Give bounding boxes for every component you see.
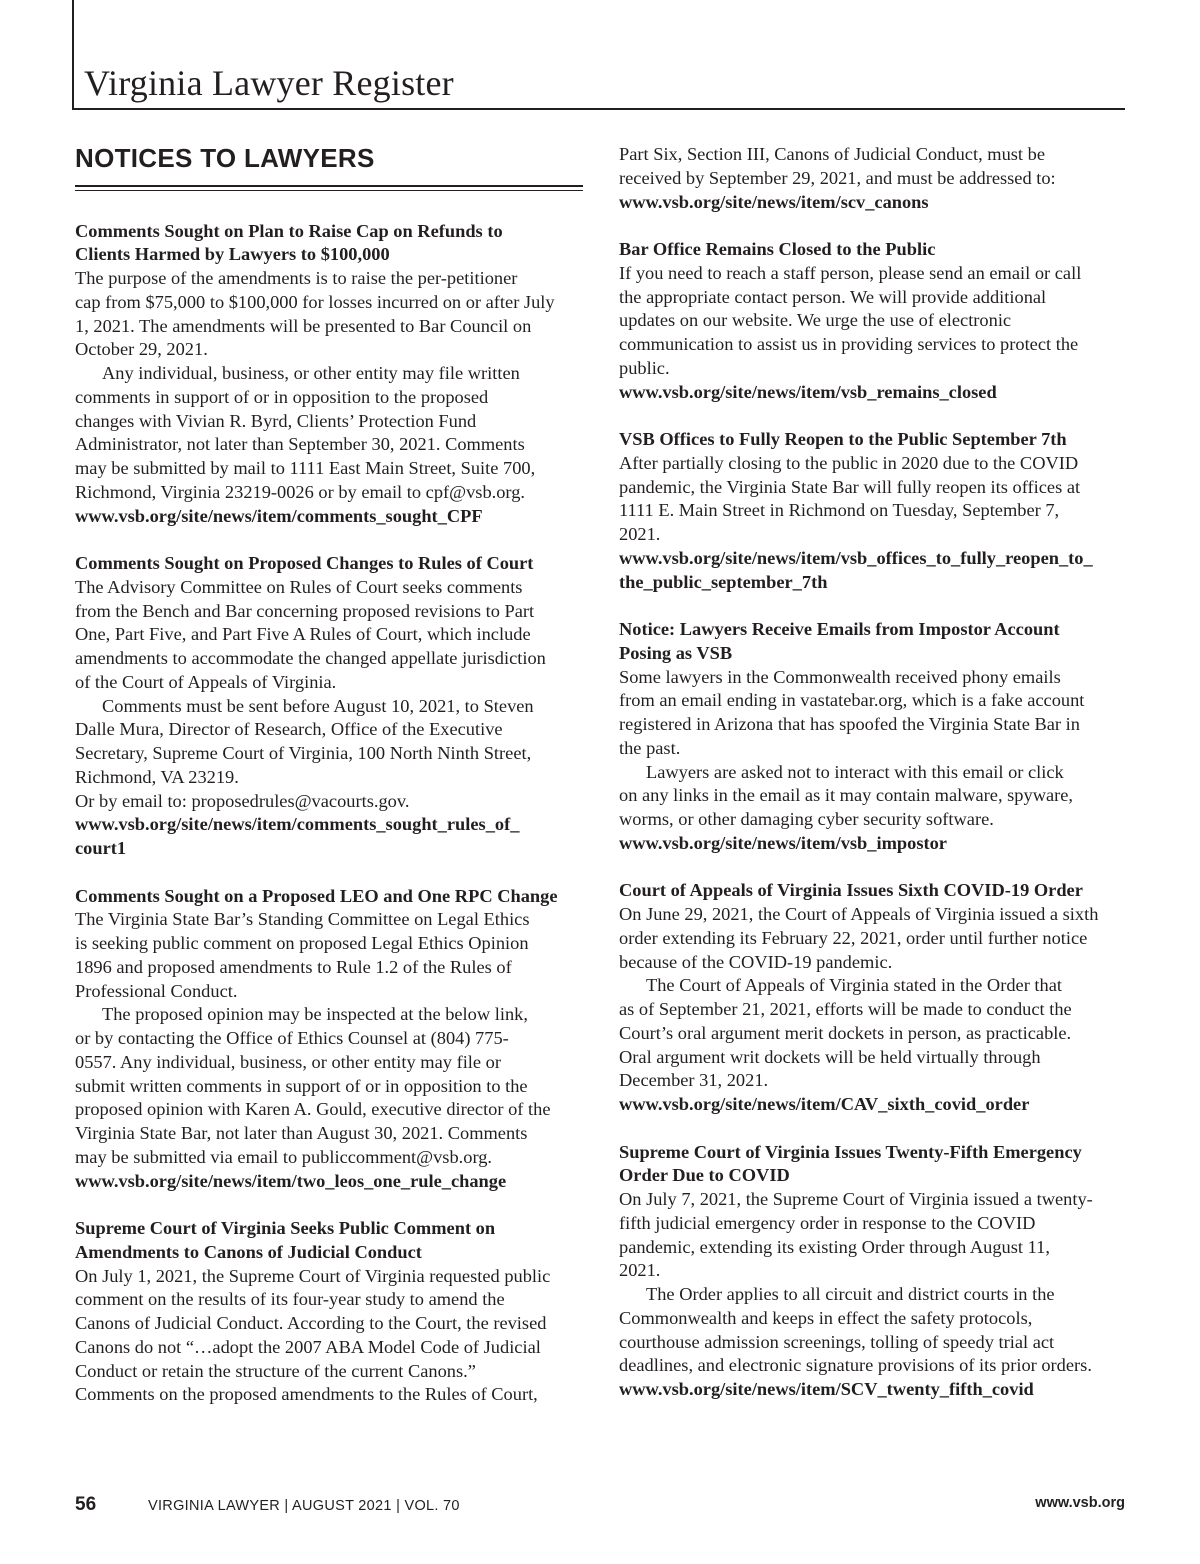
notice-body-line: fifth judicial emergency order in response to the COVID <box>619 1212 1036 1233</box>
notice-body-line: Richmond, VA 23219. <box>75 766 239 787</box>
notice-body-line: worms, or other damaging cyber security software. <box>619 809 994 829</box>
notice-body-line: The Court of Appeals of Virginia stated in the Order that <box>646 975 1062 996</box>
page-number: 56 <box>75 1494 97 1515</box>
notice-body-line: as of September 21, 2021, efforts will be made to conduct the <box>619 999 1072 1019</box>
notice-body-line: comments in support of or in opposition to the proposed <box>75 386 489 407</box>
notice-body-line: deadlines, and electronic signature provisions of its prior orders. <box>619 1355 1092 1376</box>
notice-body-line: On July 7, 2021, the Supreme Court of Virginia issued a twenty- <box>619 1189 1093 1209</box>
notice-body-line: Canons of Judicial Conduct. According to the Court, the revised <box>75 1313 547 1333</box>
notice-link[interactable]: www.vsb.org/site/news/item/vsb_remains_closed <box>619 381 997 402</box>
notice-body-line: December 31, 2021. <box>619 1070 769 1091</box>
notice-heading-line: Bar Office Remains Closed to the Public <box>619 239 936 259</box>
notice-heading-line: Comments Sought on Plan to Raise Cap on Refunds to <box>75 220 503 241</box>
notice-heading-line: VSB Offices to Fully Reopen to the Public September 7th <box>619 429 1067 449</box>
masthead-title: Virginia Lawyer Register <box>84 63 454 103</box>
notice-body-line: is seeking public comment on proposed Legal Ethics Opinion <box>75 933 529 953</box>
notice-body-line: amendments to accommodate the changed appellate jurisdiction <box>75 648 546 668</box>
notice-body-line: may be submitted by mail to 1111 East Main Street, Suite 700, <box>75 458 536 478</box>
paragraph-gap <box>619 594 1129 618</box>
paragraph-gap <box>619 404 1129 428</box>
notice-body-line: The Order applies to all circuit and district courts in the <box>646 1284 1055 1304</box>
notice-body-line: Part Six, Section III, Canons of Judicial Conduct, must be <box>619 144 1046 164</box>
notice-heading-line: Notice: Lawyers Receive Emails from Impostor Account <box>619 619 1060 639</box>
notice-link[interactable]: www.vsb.org/site/news/item/CAV_sixth_covid_order <box>619 1094 1030 1114</box>
notice-heading-line: Court of Appeals of Virginia Issues Sixth COVID-19 Order <box>619 880 1083 901</box>
notice-link[interactable]: the_public_september_7th <box>619 571 828 592</box>
paragraph-gap <box>619 856 1129 880</box>
notice-body-line: Comments on the proposed amendments to the Rules of Court, <box>75 1384 538 1405</box>
notice-body-line: Some lawyers in the Commonwealth received phony emails <box>619 666 1061 687</box>
section-title-rule-thin <box>75 190 583 191</box>
notice-body-line: courthouse admission screenings, tolling of speedy trial act <box>619 1331 1055 1352</box>
notice-body-line: Professional Conduct. <box>75 980 238 1001</box>
notice-body-line: communication to assist us in providing services to protect the <box>619 334 1079 354</box>
notice-body-line: The Virginia State Bar’s Standing Committee on Legal Ethics <box>75 909 530 930</box>
notice-body-line: 0557. Any individual, business, or other entity may file or <box>75 1051 501 1072</box>
notice-body-line: Secretary, Supreme Court of Virginia, 100 North Ninth Street, <box>75 743 532 763</box>
paragraph-gap <box>75 1193 587 1217</box>
notice-body-line: Dalle Mura, Director of Research, Office of the Executive <box>75 719 503 740</box>
notice-body-line: On July 1, 2021, the Supreme Court of Virginia requested public <box>75 1265 551 1286</box>
notice-heading-line: Supreme Court of Virginia Issues Twenty-Fifth Emergency <box>619 1141 1082 1162</box>
notice-link[interactable]: www.vsb.org/site/news/item/scv_canons <box>619 191 929 212</box>
notice-link[interactable]: www.vsb.org/site/news/item/two_leos_one_rule_change <box>75 1170 507 1191</box>
notice-heading-line: Posing as VSB <box>619 642 733 663</box>
notice-body-line: Administrator, not later than September 30, 2021. Comments <box>75 434 525 455</box>
notice-link[interactable]: www.vsb.org/site/news/item/vsb_offices_to_fully_reopen_to_ <box>619 547 1093 568</box>
notice-body-line: Comments must be sent before August 10, 2021, to Steven <box>102 695 534 716</box>
notice-body-line: If you need to reach a staff person, please send an email or call <box>619 262 1082 283</box>
notice-heading-line: Supreme Court of Virginia Seeks Public Comment on <box>75 1218 496 1238</box>
notice-body-line: cap from $75,000 to $100,000 for losses incurred on or after July <box>75 291 555 312</box>
notice-body-line: The Advisory Committee on Rules of Court seeks comments <box>75 576 523 597</box>
notice-body-line: October 29, 2021. <box>75 339 208 360</box>
paragraph-gap <box>75 528 587 552</box>
notice-body-line: 2021. <box>619 524 661 544</box>
notice-body-line: may be submitted via email to publiccomment@vsb.org. <box>75 1146 493 1167</box>
paragraph-gap <box>619 214 1129 238</box>
notice-body-line: the appropriate contact person. We will provide additional <box>619 286 1047 307</box>
notice-body-line: Conduct or retain the structure of the current Canons.” <box>75 1360 476 1381</box>
right-column <box>619 143 1129 1402</box>
notice-body-line: or by contacting the Office of Ethics Counsel at (804) 775- <box>75 1028 509 1048</box>
notice-body-line: because of the COVID-19 pandemic. <box>619 951 893 972</box>
notice-body-line: on any links in the email as it may contain malware, spyware, <box>619 785 1074 806</box>
notice-body-line: 1896 and proposed amendments to Rule 1.2 of the Rules of <box>75 956 512 977</box>
notice-link[interactable]: www.vsb.org/site/news/item/comments_sought_CPF <box>75 505 483 526</box>
notice-body-line: Oral argument writ dockets will be held virtually through <box>619 1046 1041 1067</box>
section-title-rule-thick <box>75 185 583 187</box>
notice-heading-line: Comments Sought on a Proposed LEO and One RPC Change <box>75 885 558 906</box>
notice-body-line: registered in Arizona that has spoofed the Virginia State Bar in <box>619 714 1080 734</box>
notice-body-line: Any individual, business, or other entity may file written <box>102 363 520 383</box>
notice-body-line: Court’s oral argument merit dockets in person, as practicable. <box>619 1022 1072 1043</box>
notice-link[interactable]: court1 <box>75 838 127 858</box>
notice-body-line: Canons do not “…adopt the 2007 ABA Model Code of Judicial <box>75 1336 541 1357</box>
notice-body-line: order extending its February 22, 2021, order until further notice <box>619 927 1088 948</box>
notice-body-line: Commonwealth and keeps in effect the safety protocols, <box>619 1307 1033 1328</box>
notice-body-line: the past. <box>619 737 681 758</box>
notice-heading-line: Order Due to COVID <box>619 1165 790 1186</box>
publication-info: VIRGINIA LAWYER | AUGUST 2021 | VOL. 70 <box>148 1498 460 1514</box>
footer-website: www.vsb.org <box>1035 1495 1125 1511</box>
left-column <box>75 220 587 1408</box>
notice-body-line: of the Court of Appeals of Virginia. <box>75 671 337 692</box>
notice-body-line: proposed opinion with Karen A. Gould, executive director of the <box>75 1099 551 1120</box>
notice-body-line: Or by email to: proposedrules@vacourts.gov. <box>75 790 410 811</box>
notice-body-line: changes with Vivian R. Byrd, Clients’ Protection Fund <box>75 410 477 431</box>
notice-link[interactable]: www.vsb.org/site/news/item/SCV_twenty_fifth_covid <box>619 1379 1034 1399</box>
notice-body-line: pandemic, the Virginia State Bar will fully reopen its offices at <box>619 476 1081 497</box>
notice-heading-line: Amendments to Canons of Judicial Conduct <box>75 1241 422 1262</box>
notice-link[interactable]: www.vsb.org/site/news/item/vsb_impostor <box>619 832 947 853</box>
notice-body-line: On June 29, 2021, the Court of Appeals of Virginia issued a sixth <box>619 904 1099 924</box>
notice-body-line: submit written comments in support of or in opposition to the <box>75 1075 528 1096</box>
notice-body-line: from an email ending in vastatebar.org, which is a fake account <box>619 690 1085 711</box>
notice-body-line: comment on the results of its four-year study to amend the <box>75 1289 505 1310</box>
notice-body-line: 1111 E. Main Street in Richmond on Tuesday, September 7, <box>619 500 1060 521</box>
notice-body-line: Virginia State Bar, not later than August 30, 2021. Comments <box>75 1123 528 1143</box>
notice-link[interactable]: www.vsb.org/site/news/item/comments_sought_rules_of_ <box>75 814 520 835</box>
notice-heading-line: Clients Harmed by Lawyers to $100,000 <box>75 244 390 265</box>
notice-heading-line: Comments Sought on Proposed Changes to Rules of Court <box>75 553 534 573</box>
header-horizontal-rule <box>72 108 1125 110</box>
notice-body-line: One, Part Five, and Part Five A Rules of Court, which include <box>75 624 531 645</box>
section-title: NOTICES TO LAWYERS <box>75 143 375 173</box>
notice-body-line: received by September 29, 2021, and must be addressed to: <box>619 167 1056 188</box>
notice-body-line: 1, 2021. The amendments will be presented to Bar Council on <box>75 315 532 336</box>
paragraph-gap <box>619 1117 1129 1141</box>
notice-body-line: Lawyers are asked not to interact with this email or click <box>646 761 1064 782</box>
notice-body-line: The proposed opinion may be inspected at the below link, <box>102 1004 528 1025</box>
notice-body-line: updates on our website. We urge the use of electronic <box>619 310 1012 331</box>
notice-body-line: public. <box>619 357 670 378</box>
notice-body-line: After partially closing to the public in 2020 due to the COVID <box>619 452 1079 473</box>
notice-body-line: Richmond, Virginia 23219-0026 or by email to cpf@vsb.org. <box>75 481 526 502</box>
notice-body-line: 2021. <box>619 1260 661 1281</box>
notice-body-line: pandemic, extending its existing Order through August 11, <box>619 1236 1050 1257</box>
notice-body-line: from the Bench and Bar concerning proposed revisions to Part <box>75 600 535 621</box>
header-vertical-rule <box>72 0 74 110</box>
notice-body-line: The purpose of the amendments is to raise the per-petitioner <box>75 268 518 288</box>
paragraph-gap <box>75 861 587 885</box>
